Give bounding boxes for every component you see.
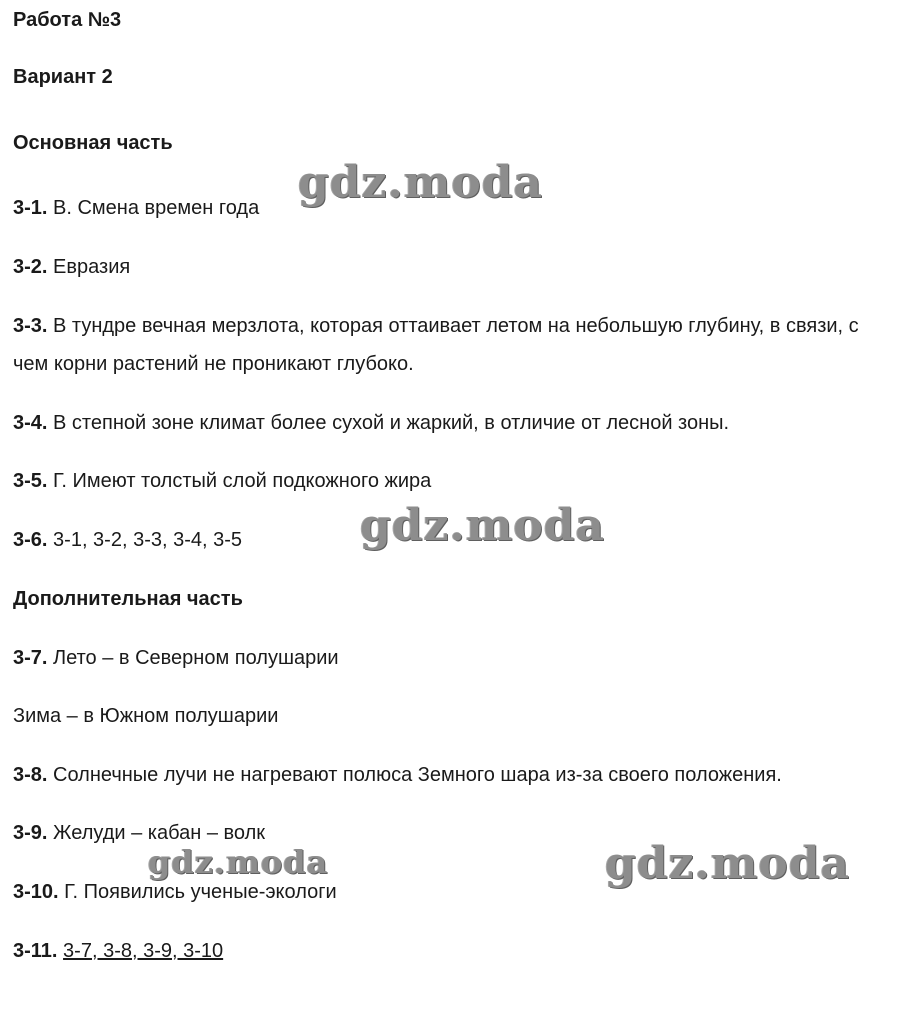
watermark: gdz.moda: [298, 157, 544, 208]
page-title: Работа №3: [13, 9, 122, 31]
answer-text: 3-1, 3-2, 3-3, 3-4, 3-5: [53, 529, 243, 551]
answer-label: 3-9.: [13, 822, 48, 844]
answer-3-2: [13, 248, 130, 286]
answer-text: Зима – в Южном полушарии: [13, 705, 279, 727]
variant-heading: Вариант 2: [13, 66, 113, 88]
watermark: gdz.moda: [360, 500, 606, 551]
answer-text: В. Смена времен года: [53, 197, 260, 219]
answer-text: Солнечные лучи не нагревают полюса Земного шара из-за своего положения.: [53, 764, 782, 786]
answer-label: 3-1.: [13, 197, 48, 219]
answer-3-7: [13, 639, 339, 677]
answer-text: В степной зоне климат более сухой и жаркий, в отличие от лесной зоны.: [53, 412, 730, 434]
answer-3-4: [13, 404, 729, 442]
answer-text: Г. Имеют толстый слой подкожного жира: [53, 470, 432, 492]
answer-3-7-continued: [13, 697, 278, 735]
watermark: gdz.moda: [605, 838, 851, 889]
section-main-heading: Основная часть: [13, 132, 173, 154]
section-extra-heading: Дополнительная часть: [13, 588, 243, 610]
answer-label: 3-2.: [13, 256, 48, 278]
answer-label: 3-7.: [13, 647, 48, 669]
answer-text: Евразия: [53, 256, 131, 278]
answer-label: 3-5.: [13, 470, 48, 492]
answer-3-6: [13, 521, 242, 559]
answer-3-11: [13, 932, 223, 970]
answer-label: 3-10.: [13, 881, 59, 903]
answer-label: 3-3.: [13, 315, 48, 337]
answer-label: 3-8.: [13, 764, 48, 786]
answer-text: 3-7, 3-8, 3-9, 3-10: [63, 940, 224, 962]
answer-3-1: [13, 189, 259, 227]
answer-3-8: [13, 756, 782, 794]
answer-text: Лето – в Северном полушарии: [53, 647, 339, 669]
answer-3-5: [13, 462, 431, 500]
answer-text: Желуди – кабан – волк: [53, 822, 266, 844]
answer-label: 3-4.: [13, 412, 48, 434]
answer-label: 3-6.: [13, 529, 48, 551]
watermark: gdz.moda: [148, 843, 329, 881]
answer-3-3: [13, 307, 898, 383]
answer-label: 3-11.: [13, 940, 58, 962]
answer-text: Г. Появились ученые-экологи: [64, 881, 337, 903]
answer-text: В тундре вечная мерзлота, которая оттаивает летом на небольшую глубину, в связи, с чем корни растений не проникают глубоко.: [13, 315, 859, 375]
